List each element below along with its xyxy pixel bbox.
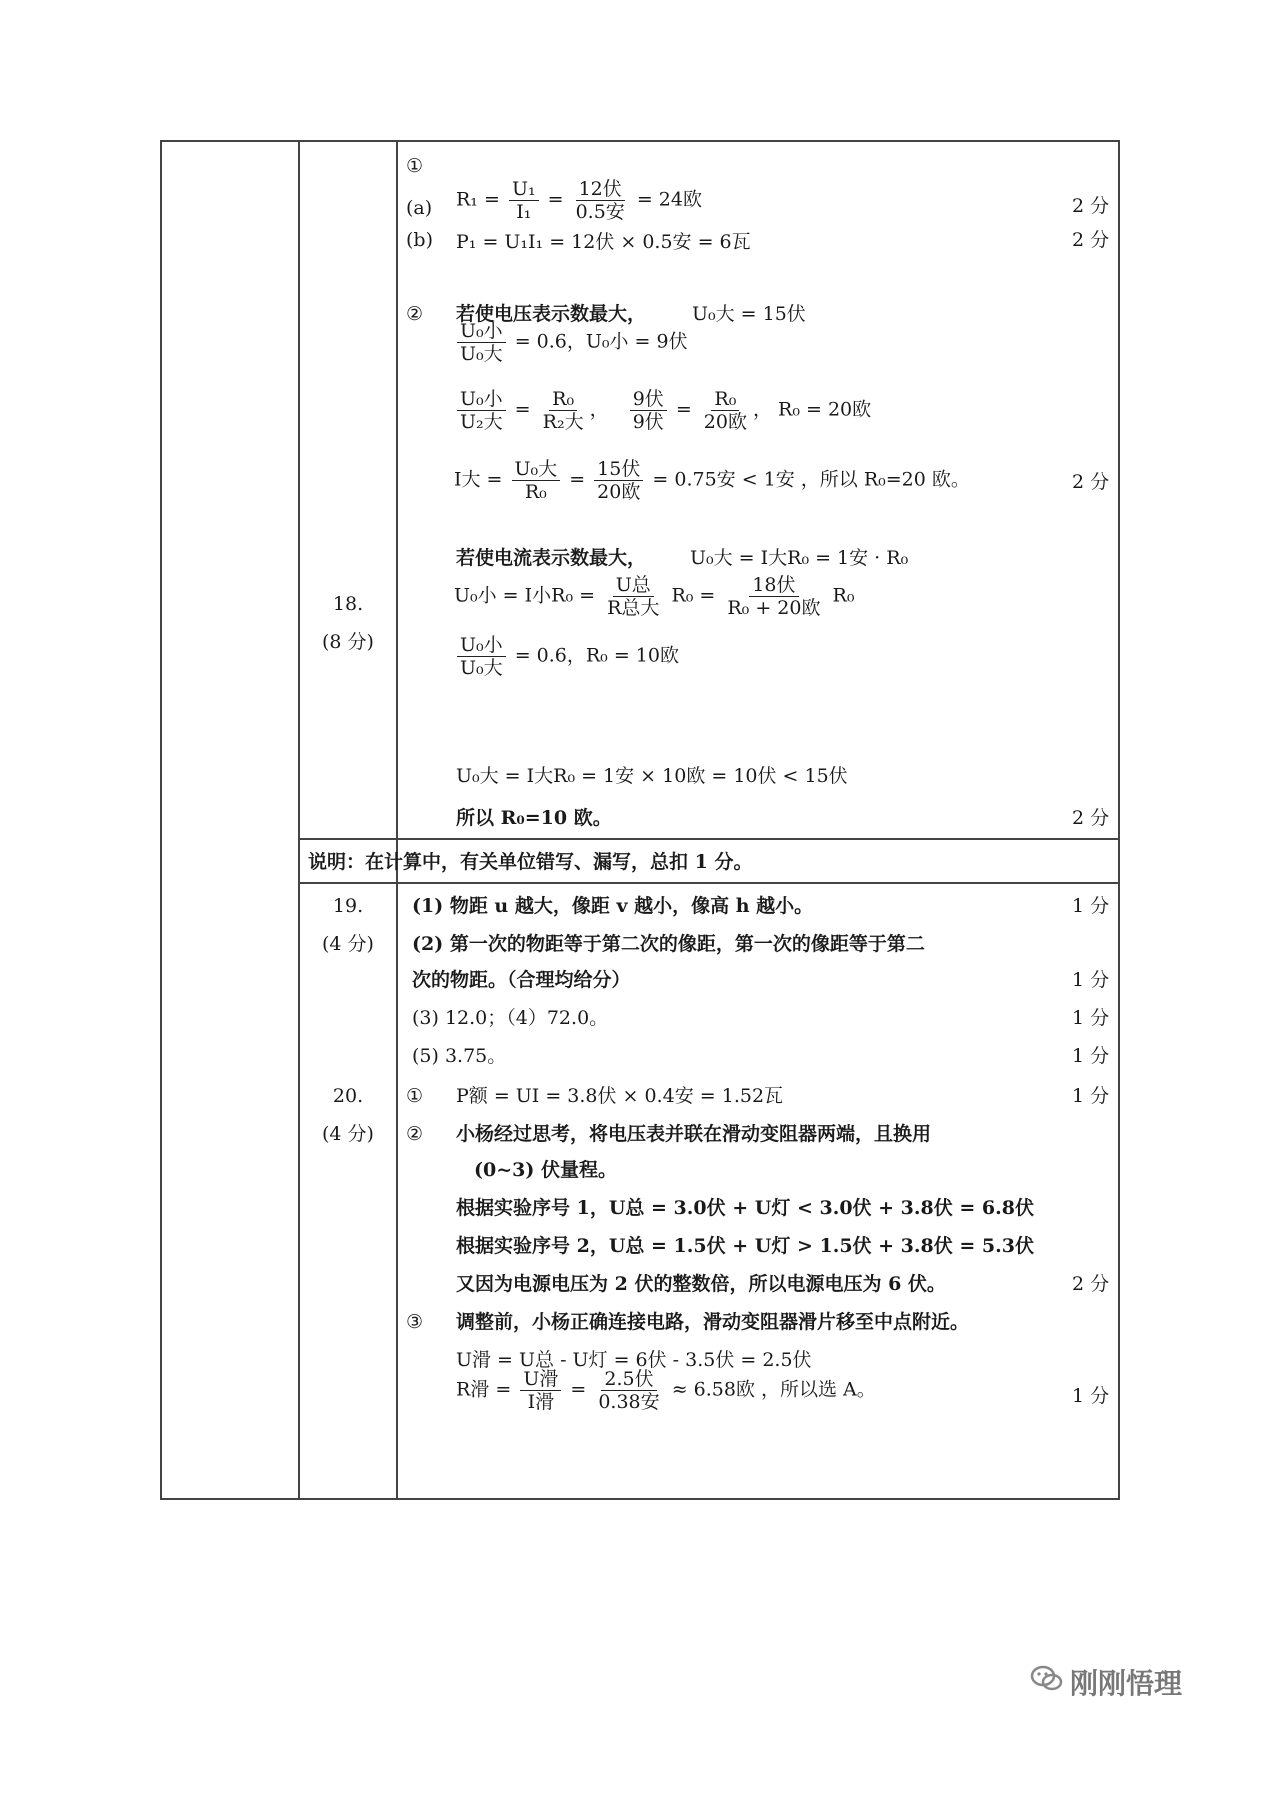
wechat-logo-icon — [1030, 1664, 1064, 1694]
row-divider-2 — [298, 882, 1118, 884]
q18-u0big-line: U₀大 = I大R₀ = 1安 × 10欧 = 10伏 < 15伏 — [456, 765, 848, 787]
q18-part3-intro-eq: U₀大 = I大R₀ = 1安 · R₀ — [690, 547, 909, 569]
q20-score-2: 2 分 — [1072, 1273, 1110, 1295]
q20-part1-text: P额 = UI = 3.8伏 × 0.4安 = 1.52瓦 — [456, 1085, 784, 1107]
q20-part3-line1: 调整前，小杨正确连接电路，滑动变阻器滑片移至中点附近。 — [456, 1311, 970, 1333]
q20-part2-line4: 根据实验序号 2，U总 = 1.5伏 + U灯 > 1.5伏 + 3.8伏 = 5.3伏 — [456, 1235, 1034, 1257]
q19-score-2: 1 分 — [1072, 969, 1110, 991]
answer-table — [160, 140, 1120, 1500]
q19-item-3: 次的物距。（合理均给分） — [412, 969, 631, 991]
q18-part2-mark: ② — [406, 303, 424, 325]
q20-part3-mark: ③ — [406, 1311, 424, 1333]
q20-points: (4 分) — [322, 1123, 374, 1145]
note-text: 说明：在计算中，有关单位错写、漏写，总扣 1 分。 — [308, 851, 753, 873]
q20-number: 20. — [332, 1085, 364, 1107]
q18-conclusion: 所以 R₀=10 欧。 — [456, 807, 612, 829]
q20-part1-mark: ① — [406, 1085, 424, 1107]
q18-part1b-label: (b) — [406, 229, 433, 251]
q18-part2-intro: 若使电压表示数最大， — [456, 303, 647, 325]
q20-part2-mark: ② — [406, 1123, 424, 1145]
q20-score-1: 1 分 — [1072, 1085, 1110, 1107]
q19-score-3: 1 分 — [1072, 1007, 1110, 1029]
q20-part2-line1: 小杨经过思考，将电压表并联在滑动变阻器两端，且换用 — [456, 1123, 932, 1145]
q20-score-3: 1 分 — [1072, 1385, 1110, 1407]
q20-rslide-line: R滑 = $\frac{\text{U滑}}{\text{I滑}}$ = $\frac{\text{2.5伏}}{\text{0.38安}}$ ≈ 6.58欧 ，所以选 A。 — [456, 1368, 876, 1413]
q19-item-5: (5) 3.75。 — [412, 1045, 507, 1067]
q18-part1a-label: (a) — [406, 197, 433, 219]
column-divider-1 — [298, 142, 300, 1498]
watermark-text: 刚刚悟理 — [1070, 1667, 1183, 1700]
q19-item-2: (2) 第一次的物距等于第二次的像距，第一次的像距等于第二 — [412, 933, 925, 955]
q20-part2-line5: 又因为电源电压为 2 伏的整数倍，所以电源电压为 6 伏。 — [456, 1273, 946, 1295]
q18-score-voltage: 2 分 — [1072, 471, 1110, 493]
q18-part1-mark: ① — [406, 155, 424, 177]
q19-points: (4 分) — [322, 933, 374, 955]
q18-part2-intro-eq: U₀大 = 15伏 — [692, 303, 806, 325]
q18-score-a: 2 分 — [1072, 195, 1110, 217]
q19-item-4: (3) 12.0；（4）72.0。 — [412, 1007, 609, 1029]
q18-r1-equation: R₁ = $\frac{\text{U₁}}{\text{I₁}}$ = $\frac{\text{12伏}}{\text{0.5安}}$ = 24欧 — [456, 178, 702, 223]
q18-score-b: 2 分 — [1072, 229, 1110, 251]
column-divider-2 — [396, 142, 398, 1498]
q20-part3-line2: U滑 = U总 - U灯 = 6伏 - 3.5伏 = 2.5伏 — [456, 1349, 812, 1371]
q18-points: (8 分) — [322, 631, 374, 653]
q20-part2-line3: 根据实验序号 1，U总 = 3.0伏 + U灯 < 3.0伏 + 3.8伏 = 6.8伏 — [456, 1197, 1034, 1219]
q19-number: 19. — [332, 895, 364, 917]
q19-score-4: 1 分 — [1072, 1045, 1110, 1067]
q18-ratio-line: $\frac{\text{U₀小}}{\text{U₀大}}$ = 0.6，U₀小 = 9伏 — [454, 320, 688, 365]
q18-p1-equation: P₁ = U₁I₁ = 12伏 × 0.5安 = 6瓦 — [456, 231, 751, 253]
q19-score-1: 1 分 — [1072, 895, 1110, 917]
q18-current-line: I大 = $\frac{\text{U₀大}}{\text{R₀}}$ = $\frac{\text{15伏}}{\text{20欧}}$ = 0.75安 < 1安 ，所以 R₀=20 欧。 — [454, 458, 970, 503]
q18-r0-line: $\frac{\text{U₀小}}{\text{U₂大}}$ = $\frac{\text{R₀}}{\text{R₂大}}$ ， $\frac{\text{9伏}}{\text{9伏}}$ = $\frac{\text{R₀}}{\text{20欧}}$ ， R₀ = 20欧 — [454, 388, 871, 433]
row-divider-1 — [298, 838, 1118, 840]
q20-part2-line2: (0~3) 伏量程。 — [474, 1159, 617, 1181]
q18-ratio2-line: $\frac{\text{U₀小}}{\text{U₀大}}$ = 0.6，R₀ = 10欧 — [454, 634, 679, 679]
q19-item-1: (1) 物距 u 越大，像距 v 越小，像高 h 越小。 — [412, 895, 814, 917]
q18-part3-intro: 若使电流表示数最大， — [456, 547, 647, 569]
q18-u0small-line: U₀小 = I小R₀ = $\frac{\text{U总}}{\text{R总大}}$ R₀ = $\frac{\text{18伏}}{\text{R₀ + 20欧}}$ R₀ — [454, 574, 855, 619]
q18-score-current: 2 分 — [1072, 807, 1110, 829]
q18-number: 18. — [332, 593, 364, 615]
